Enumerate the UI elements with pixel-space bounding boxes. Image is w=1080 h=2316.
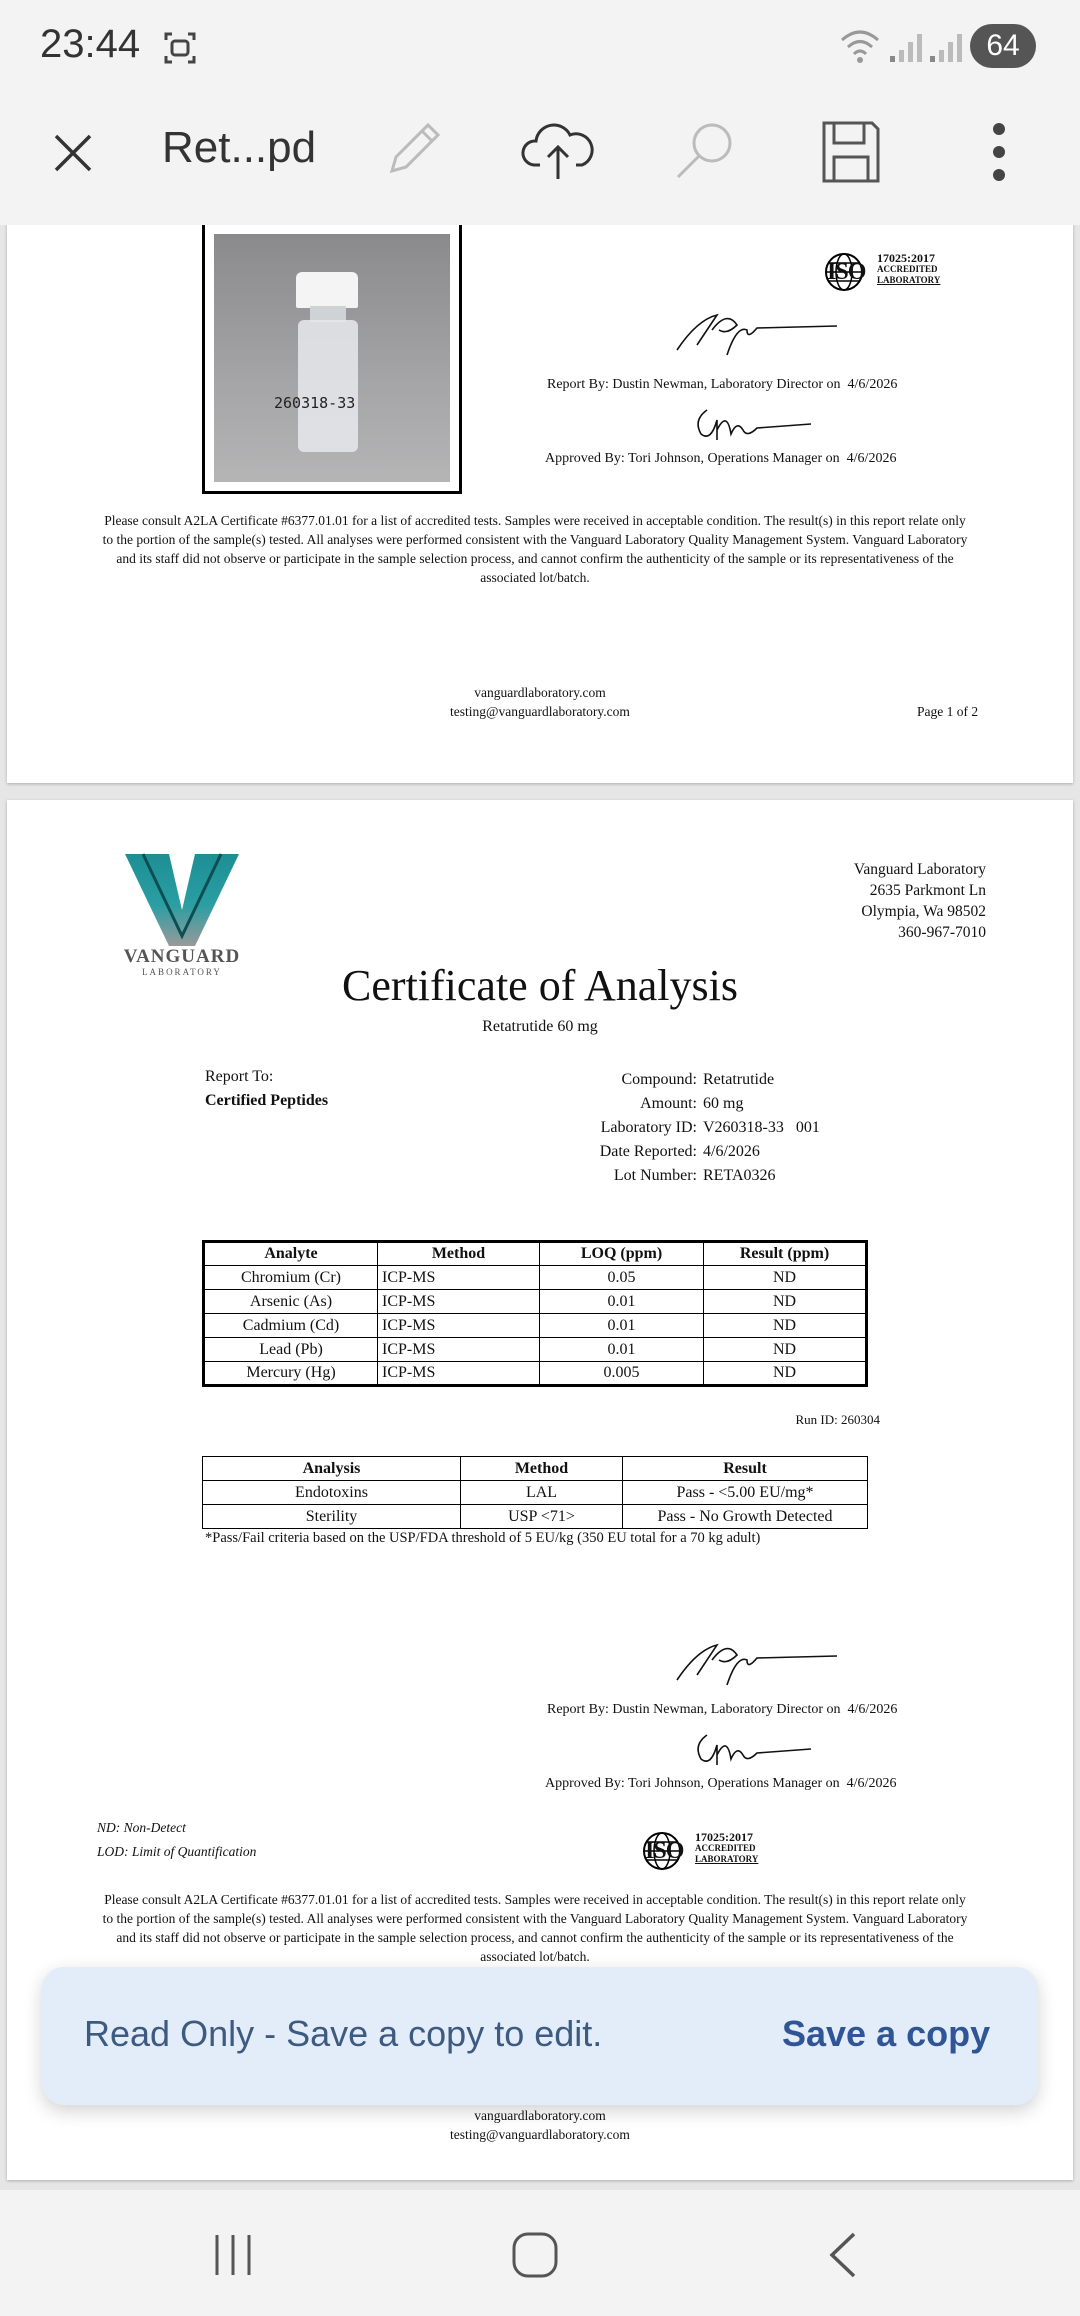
report-by-text: Report By: Dustin Newman, Laboratory Director on	[547, 377, 841, 392]
signature-director	[667, 1630, 847, 1690]
vial-photo-frame	[202, 225, 462, 494]
close-icon[interactable]	[48, 128, 98, 178]
table-cell: 0.01	[540, 1290, 704, 1314]
table-row	[204, 1266, 867, 1290]
table-header-cell: Method	[378, 1242, 540, 1266]
iso-line-2: ACCREDITED	[695, 1843, 756, 1853]
table-cell: 0.005	[540, 1362, 704, 1386]
table-cell: 0.05	[540, 1266, 704, 1290]
read-only-snackbar	[42, 1967, 1038, 2105]
footer-email[interactable]: testing@vanguardlaboratory.com	[450, 704, 630, 719]
info-label: Amount:	[640, 1095, 697, 1112]
table-cell: ND	[704, 1290, 867, 1314]
page-number: Page 1 of 2	[917, 704, 979, 719]
iso-line-3: LABORATORY	[877, 275, 941, 285]
table-cell: ND	[704, 1362, 867, 1386]
navigation-bar	[0, 2190, 1080, 2316]
battery-badge	[970, 24, 1036, 68]
certificate-title: Certificate of Analysis	[342, 961, 738, 1010]
table-cell: USP <71>	[461, 1505, 623, 1529]
status-bar	[0, 0, 1080, 95]
disclaimer: Please consult A2LA Certificate #6377.01.01 for a list of accredited tests. Samples were received in acceptable condition. The result(s) in this report relate only to the portion of the sample(s) tested. All analyses were performed consistent with the Vanguard Laboratory Quality Management System. Vanguard Laboratory and its staff did not observe or participate in the sample selection process, and cannot confirm the authenticity of the sample or its representativeness of the associated lot/batch.	[102, 513, 968, 585]
iso-mark: ISO	[645, 1838, 684, 1864]
more-vert-icon[interactable]	[984, 119, 1014, 185]
logo-name: VANGUARD	[123, 946, 241, 967]
table-row	[204, 1290, 867, 1314]
footer-website[interactable]: vanguardlaboratory.com	[474, 2108, 606, 2123]
report-by-date: 4/6/2026	[847, 377, 898, 392]
table-header-cell: Method	[461, 1457, 623, 1481]
wifi-icon	[838, 26, 882, 66]
iso-mark: ISO	[827, 259, 866, 285]
info-value: Retatrutide	[703, 1071, 775, 1088]
table-header-row	[204, 1242, 867, 1266]
vial-label: 260318-33	[274, 394, 356, 412]
table-cell: ND	[704, 1266, 867, 1290]
microbiology-table	[202, 1456, 868, 1529]
signal-icon-2	[928, 30, 964, 64]
info-label: Compound:	[621, 1071, 697, 1088]
iso-badge	[641, 1830, 767, 1874]
vial-cap	[296, 272, 358, 308]
table-cell: LAL	[461, 1481, 623, 1505]
toolbar	[0, 95, 1080, 225]
table-header-cell: Analysis	[203, 1457, 461, 1481]
info-value: 4/6/2026	[703, 1143, 760, 1160]
info-label: Laboratory ID:	[600, 1119, 697, 1136]
approved-by-date: 4/6/2026	[846, 451, 897, 466]
pencil-icon[interactable]	[380, 117, 446, 183]
recent-apps-icon[interactable]	[208, 2230, 258, 2280]
signature-operations	[687, 390, 817, 450]
table-cell: Chromium (Cr)	[204, 1266, 378, 1290]
table-row	[204, 1338, 867, 1362]
search-icon[interactable]	[670, 117, 740, 187]
vial-body	[298, 320, 358, 452]
table-row	[204, 1362, 867, 1386]
info-value: RETA0326	[703, 1167, 776, 1184]
table-cell: ICP-MS	[378, 1338, 540, 1362]
table-cell: Arsenic (As)	[204, 1290, 378, 1314]
table-header-cell: Analyte	[204, 1242, 378, 1266]
snackbar-message: Read Only - Save a copy to edit.	[84, 2013, 603, 2054]
disclaimer: Please consult A2LA Certificate #6377.01.01 for a list of accredited tests. Samples were received in acceptable condition. The result(s) in this report relate only to the portion of the sample(s) tested. All analyses were performed consistent with the Vanguard Laboratory Quality Management System. Vanguard Laboratory and its staff did not observe or participate in the sample selection process, and cannot confirm the authenticity of the sample or its representativeness of the associated lot/batch.	[102, 1892, 968, 1964]
lab-address-line: Olympia, Wa 98502	[861, 903, 986, 920]
table-cell: 0.01	[540, 1338, 704, 1362]
save-icon[interactable]	[820, 119, 882, 185]
signature-operations	[687, 1715, 817, 1775]
report-to-value: Certified Peptides	[205, 1092, 329, 1109]
lab-address-line: 2635 Parkmont Ln	[869, 882, 986, 899]
table-cell: ND	[704, 1314, 867, 1338]
run-id: Run ID: 260304	[795, 1412, 880, 1427]
document-viewer[interactable]	[0, 225, 1080, 2190]
iso-line-2: ACCREDITED	[877, 264, 938, 274]
lab-address-line: 360-967-7010	[898, 924, 986, 941]
table-cell: ICP-MS	[378, 1362, 540, 1386]
iso-line-3: LABORATORY	[695, 1854, 759, 1864]
table-header-cell: Result (ppm)	[704, 1242, 867, 1266]
approved-by-date: 4/6/2026	[846, 1776, 897, 1791]
logo-sub: LABORATORY	[142, 967, 222, 977]
nd-definition: ND: Non-Detect	[97, 1820, 186, 1835]
table-cell: ICP-MS	[378, 1314, 540, 1338]
table-row	[203, 1505, 868, 1529]
save-copy-button[interactable]: Save a copy	[782, 2013, 991, 2054]
home-icon[interactable]	[508, 2228, 562, 2282]
info-label: Lot Number:	[613, 1167, 697, 1184]
approved-by-line	[545, 1776, 896, 1792]
table-cell: Pass - No Growth Detected	[623, 1505, 868, 1529]
table-cell: Cadmium (Cd)	[204, 1314, 378, 1338]
table-cell: ICP-MS	[378, 1290, 540, 1314]
sample-info	[507, 1068, 820, 1188]
iso-line-1: 17025:2017	[695, 1830, 753, 1844]
back-icon[interactable]	[818, 2228, 868, 2282]
report-by-date: 4/6/2026	[847, 1702, 898, 1717]
signal-icon-1	[888, 30, 924, 64]
table-cell: ICP-MS	[378, 1266, 540, 1290]
footnote: *Pass/Fail criteria based on the USP/FDA threshold of 5 EU/kg (350 EU total for a 70 kg adult)	[205, 1530, 761, 1546]
approved-by-line	[545, 451, 896, 467]
table-cell: Endotoxins	[203, 1481, 461, 1505]
table-cell: Lead (Pb)	[204, 1338, 378, 1362]
footer-website[interactable]: vanguardlaboratory.com	[474, 685, 606, 700]
heavy-metals-table	[202, 1240, 868, 1387]
info-label: Date Reported:	[599, 1143, 697, 1160]
report-by-text: Report By: Dustin Newman, Laboratory Director on	[547, 1702, 841, 1717]
table-cell: Pass - <5.00 EU/mg*	[623, 1481, 868, 1505]
vanguard-v-icon	[107, 850, 257, 948]
status-time: 23:44	[40, 22, 141, 66]
lab-address-line: Vanguard Laboratory	[853, 861, 986, 878]
lab-address	[854, 859, 986, 943]
approved-by-text: Approved By: Tori Johnson, Operations Manager on	[545, 1776, 840, 1791]
table-cell: ND	[704, 1338, 867, 1362]
table-header-cell: LOQ (ppm)	[540, 1242, 704, 1266]
cloud-upload-icon[interactable]	[520, 119, 596, 185]
table-cell: Sterility	[203, 1505, 461, 1529]
table-cell: Mercury (Hg)	[204, 1362, 378, 1386]
footer-email[interactable]: testing@vanguardlaboratory.com	[450, 2127, 630, 2142]
file-name: Ret...pd	[162, 123, 317, 172]
iso-line-1: 17025:2017	[877, 251, 935, 265]
report-to-label: Report To:	[205, 1068, 274, 1085]
info-value: 60 mg	[703, 1095, 744, 1112]
certificate-subtitle: Retatrutide 60 mg	[482, 1018, 598, 1035]
lod-definition: LOD: Limit of Quantification	[97, 1844, 257, 1859]
vial-photo	[214, 234, 450, 482]
table-cell: 0.01	[540, 1314, 704, 1338]
info-value: V260318-33 001	[703, 1119, 820, 1136]
screenshot-icon	[160, 28, 200, 68]
table-row	[203, 1481, 868, 1505]
approved-by-text: Approved By: Tori Johnson, Operations Manager on	[545, 451, 840, 466]
battery-level: 64	[986, 29, 1020, 62]
table-row	[204, 1314, 867, 1338]
table-header-cell: Result	[623, 1457, 868, 1481]
pdf-page-1	[7, 225, 1073, 783]
signature-director	[667, 300, 847, 360]
table-header-row	[203, 1457, 868, 1481]
iso-badge	[823, 251, 949, 295]
